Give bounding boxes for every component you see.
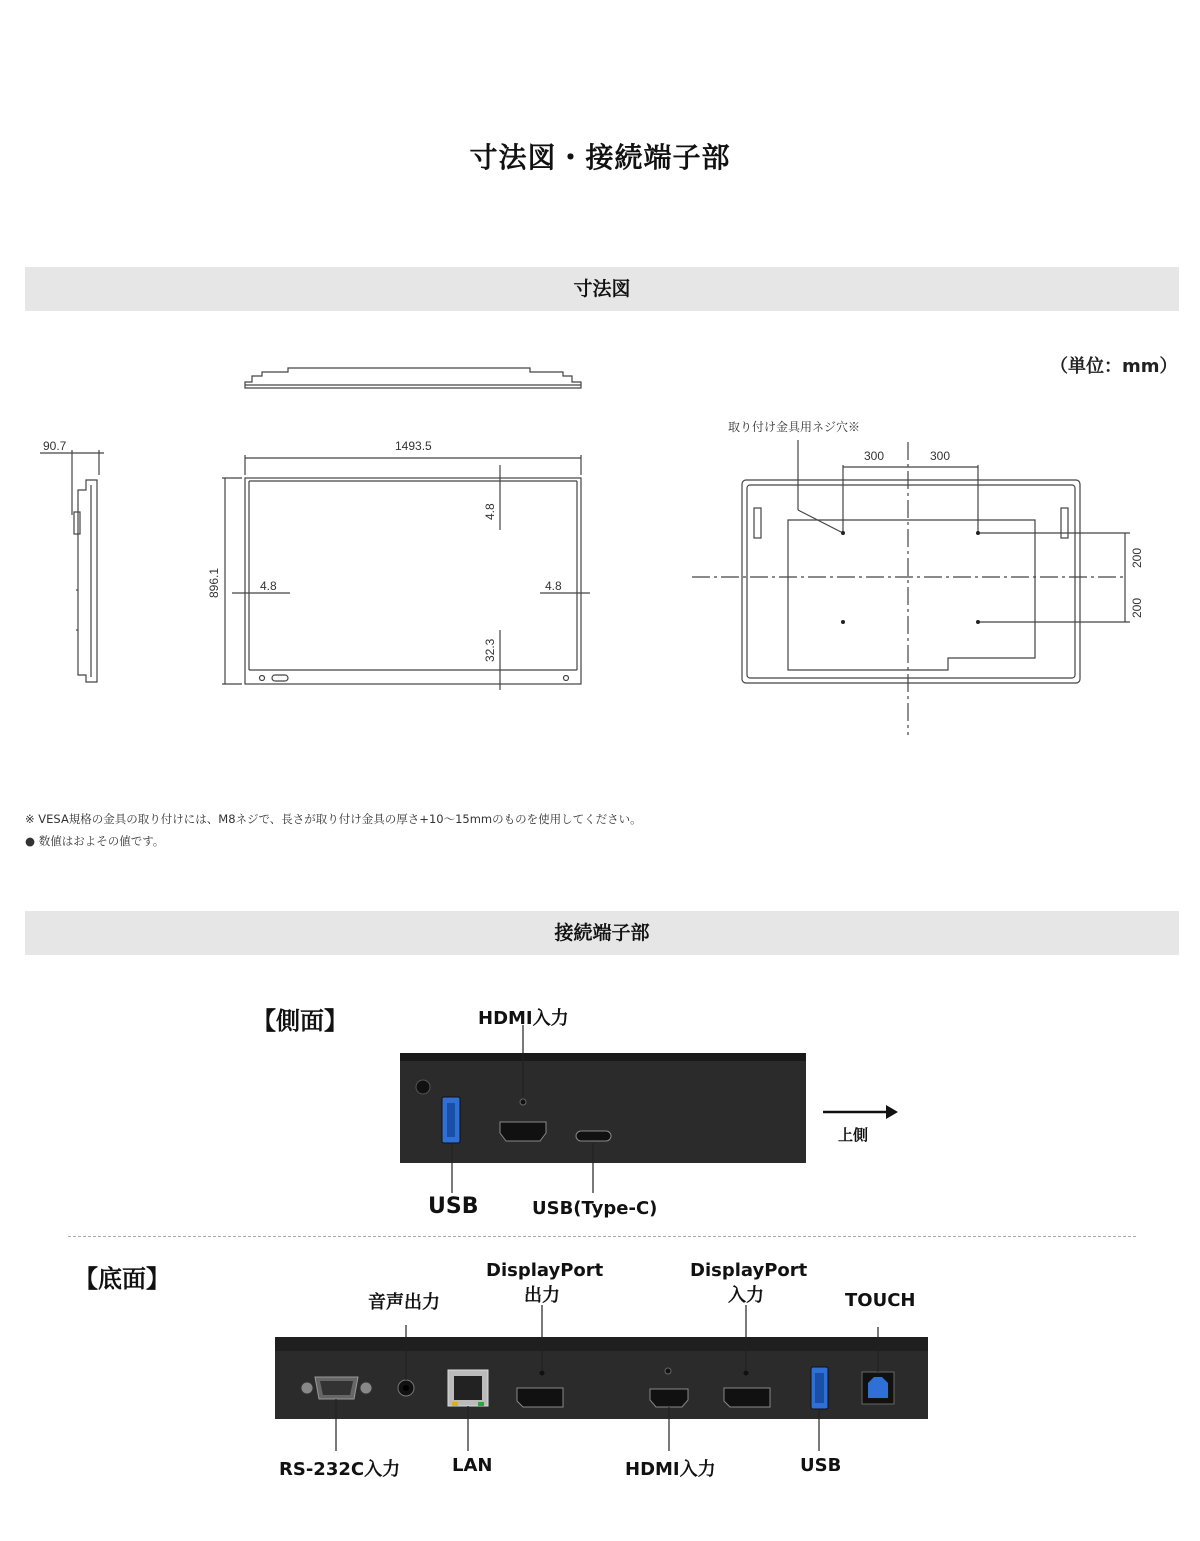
usbc-port-icon — [576, 1131, 611, 1141]
bottom-panel-image — [270, 1305, 935, 1455]
dp-in-line1: DisplayPort — [690, 1260, 808, 1281]
unit-label: （単位：mm） — [1050, 356, 1178, 377]
dp-out-line1: DisplayPort — [486, 1260, 604, 1281]
vesa-v1-label: 200 — [1130, 547, 1144, 568]
vesa-h2-label: 300 — [930, 449, 951, 463]
side-panel-image — [390, 1025, 910, 1200]
dimension-drawing — [0, 330, 1200, 750]
top-view-outline — [245, 368, 581, 388]
side-depth-label: 90.7 — [43, 439, 67, 453]
side-usb-label: USB — [428, 1194, 479, 1219]
side-typec-label: USB(Type-C) — [532, 1198, 658, 1219]
vesa-h1-label: 300 — [864, 449, 885, 463]
screw-icon — [416, 1080, 430, 1094]
dp-in-line2: 入力 — [728, 1285, 764, 1306]
hdmi-in-port-icon — [650, 1389, 688, 1407]
rear-view-outline — [692, 440, 1130, 735]
bottom-title: 【底面】 — [74, 1265, 170, 1293]
side-hdmi-label: HDMI入力 — [478, 1008, 569, 1029]
dp-out-port-icon — [517, 1388, 563, 1407]
bezel-bottom-label: 32.3 — [483, 638, 497, 662]
front-height-label: 896.1 — [207, 567, 221, 598]
page-title: 寸法図・接続端子部 — [469, 141, 731, 174]
direction-label: 上側 — [838, 1126, 869, 1144]
bezel-right-label: 4.8 — [545, 579, 562, 593]
side-view-outline — [40, 450, 104, 682]
dp-in-port-icon — [724, 1388, 770, 1407]
front-view-outline — [222, 455, 590, 690]
section-header-dimensions: 寸法図 — [25, 267, 1179, 311]
lan-label: LAN — [452, 1455, 493, 1476]
vesa-note: ※ VESA規格の金具の取り付けには、M8ネジで、長さが取り付け金具の厚さ+10〜15mmのものを使用してください。 — [25, 812, 642, 826]
front-width-label: 1493.5 — [395, 439, 432, 453]
rs232c-label: RS-232C入力 — [279, 1459, 401, 1480]
bezel-top-label: 4.8 — [483, 503, 497, 520]
vesa-callout-label: 取り付け金具用ネジ穴※ — [728, 420, 861, 434]
side-title: 【側面】 — [252, 1007, 348, 1035]
dp-out-line2: 出力 — [524, 1285, 560, 1306]
bottom-usb-label: USB — [800, 1455, 842, 1476]
section-header-ports: 接続端子部 — [25, 911, 1179, 955]
dp-out-label — [486, 1260, 604, 1307]
audio-out-label: 音声出力 — [368, 1292, 440, 1313]
approx-note: ● 数値はおよその値です。 — [25, 834, 165, 848]
bottom-hdmi-label: HDMI入力 — [625, 1459, 716, 1480]
dp-in-label — [690, 1260, 808, 1307]
section-divider — [68, 1236, 1136, 1237]
vesa-v2-label: 200 — [1130, 597, 1144, 618]
hdmi-port-icon — [500, 1122, 546, 1141]
side-panel-body — [400, 1053, 806, 1163]
bezel-left-label: 4.8 — [260, 579, 277, 593]
touch-label: TOUCH — [845, 1290, 916, 1311]
